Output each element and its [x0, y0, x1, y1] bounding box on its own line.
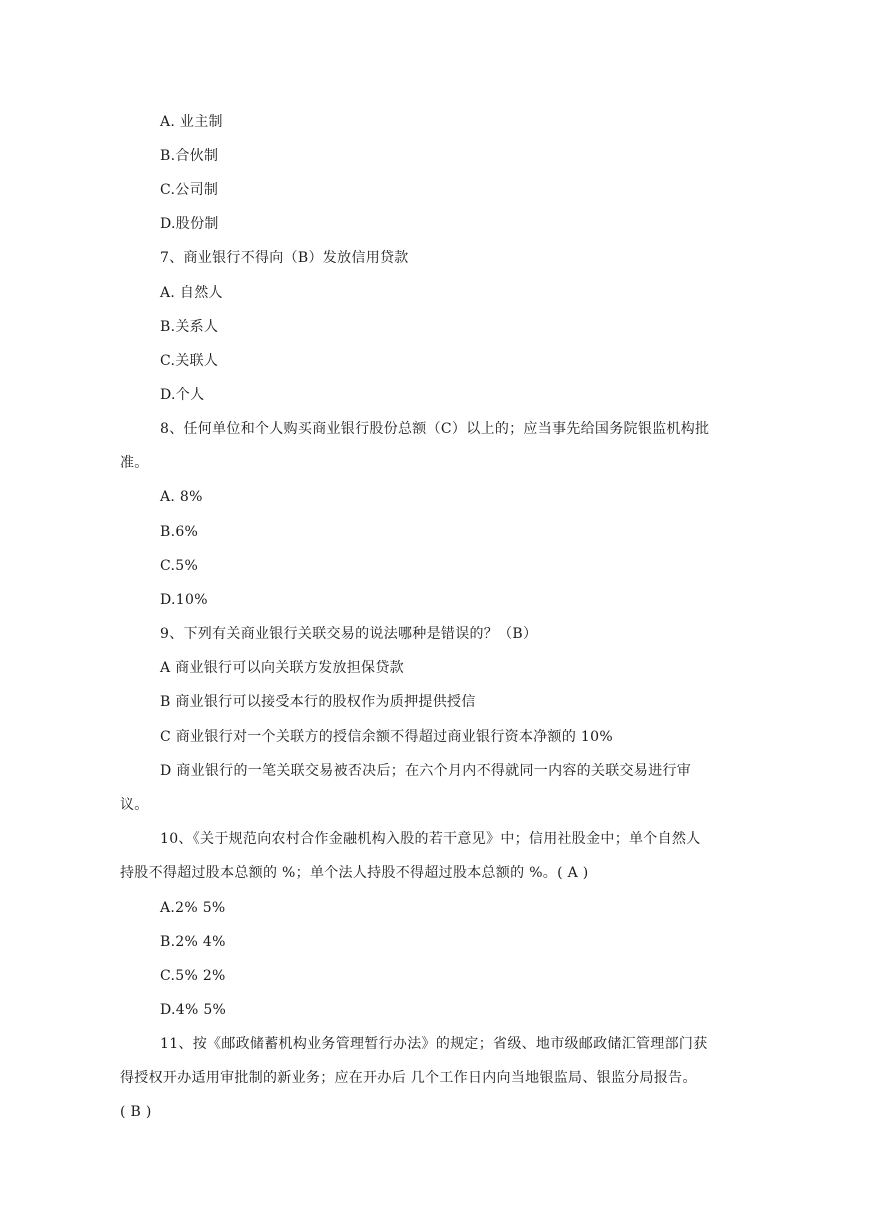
q6-option-b: B.合伙制: [160, 148, 219, 164]
q8-question-line2: 准。: [120, 455, 149, 471]
q8-question-line1: 8、任何单位和个人购买商业银行股份总额（C）以上的；应当事先给国务院银监机构批: [160, 421, 710, 437]
q8-option-a: A. 8%: [160, 489, 203, 505]
q10-option-b: B.2% 4%: [160, 934, 226, 950]
q8-option-c: C.5%: [160, 558, 199, 574]
q7-option-b: B.关系人: [160, 319, 219, 335]
q10-option-c: C.5% 2%: [160, 968, 226, 984]
q7-option-a: A. 自然人: [160, 285, 223, 301]
q11-answer: ( B ): [120, 1104, 152, 1120]
q6-option-d: D.股份制: [160, 216, 219, 232]
q7-option-c: C.关联人: [160, 353, 219, 369]
q11-question-line2: 得授权开办适用审批制的新业务；应在开办后 几个工作日内向当地银监局、银监分局报告。: [120, 1070, 697, 1086]
q7-option-d: D.个人: [160, 387, 205, 403]
q10-question-line2: 持股不得超过股本总额的 %；单个法人持股不得超过股本总额的 %。( A ): [120, 865, 589, 881]
q8-option-b: B.6%: [160, 524, 199, 540]
q9-question: 9、下列有关商业银行关联交易的说法哪种是错误的？（B）: [160, 626, 538, 642]
q9-option-d-line2: 议。: [120, 797, 149, 813]
q9-option-c: C 商业银行对一个关联方的授信余额不得超过商业银行资本净额的 10%: [160, 729, 613, 745]
q6-option-a: A. 业主制: [160, 114, 223, 130]
q7-question: 7、商业银行不得向（B）发放信用贷款: [160, 250, 409, 266]
q9-option-a: A 商业银行可以向关联方发放担保贷款: [160, 660, 404, 676]
q10-option-a: A.2% 5%: [160, 900, 226, 916]
q9-option-b: B 商业银行可以接受本行的股权作为质押提供授信: [160, 694, 476, 710]
q9-option-d-line1: D 商业银行的一笔关联交易被否决后；在六个月内不得就同一内容的关联交易进行审: [160, 763, 692, 779]
q8-option-d: D.10%: [160, 592, 208, 608]
q11-question-line1: 11、按《邮政储蓄机构业务管理暂行办法》的规定；省级、地市级邮政储汇管理部门获: [160, 1036, 708, 1052]
q10-question-line1: 10、《关于规范向农村合作金融机构入股的若干意见》中；信用社股金中；单个自然人: [160, 831, 701, 847]
q6-option-c: C.公司制: [160, 182, 219, 198]
q10-option-d: D.4% 5%: [160, 1002, 227, 1018]
